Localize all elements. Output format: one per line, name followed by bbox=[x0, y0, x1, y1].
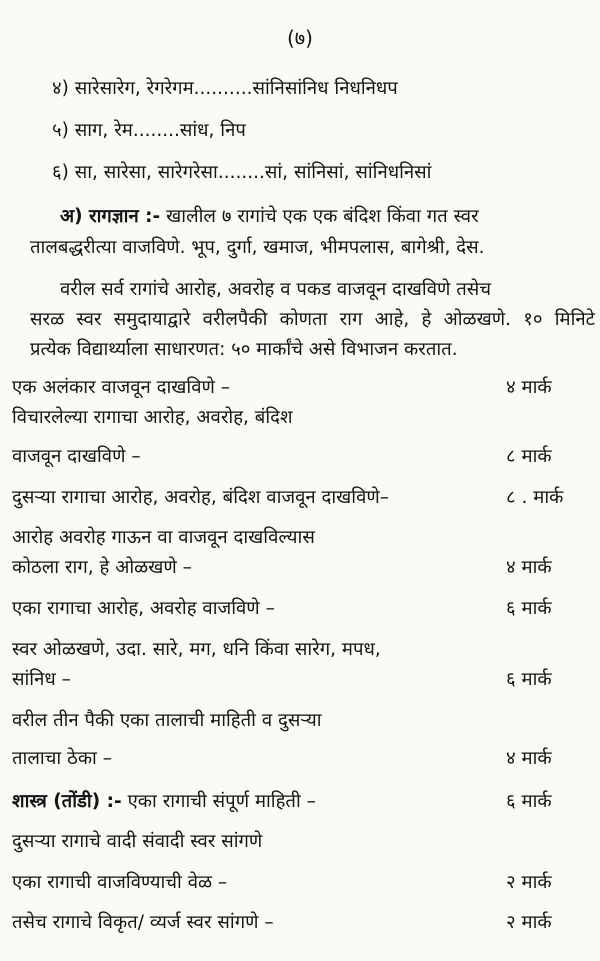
exercise-line-5: ५) साग, रेम........सांध, निप bbox=[52, 120, 246, 141]
page-number: (७) bbox=[286, 26, 313, 50]
mark-label: कोठला राग, हे ओळखणे – bbox=[12, 557, 192, 578]
mark-value: ८ . मार्क bbox=[506, 487, 564, 508]
mark-label: विचारलेल्या रागाचा आरोह, अवरोह, बंदिश bbox=[12, 407, 293, 428]
mark-value: ४ मार्क bbox=[506, 557, 552, 578]
paragraph-line-1: वरील सर्व रागांचे आरोह, अवरोह व पकड वाजवून दाखविणे तसेच bbox=[60, 279, 492, 300]
mark-label: वाजवून दाखविणे – bbox=[12, 446, 141, 467]
mark-value: २ मार्क bbox=[506, 872, 552, 893]
mark-value: ६ मार्क bbox=[506, 598, 552, 619]
mark-label: एका रागाचा आरोह, अवरोह वाजविणे – bbox=[12, 598, 275, 619]
paragraph-line-2: सरळ स्वर समुदायाद्वारे वरीलपैकी कोणता राग आहे, हे ओळखणे. १० मिनिटे bbox=[30, 309, 595, 330]
exercise-line-4: ४) सारेसारेग, रेगरेगम..........सांनिसांनिध निधनिधप bbox=[52, 78, 398, 99]
mark-label: आरोह अवरोह गाऊन वा वाजवून दाखविल्यास bbox=[12, 527, 315, 548]
mark-label: एका रागाची संपूर्ण माहिती – bbox=[127, 791, 316, 812]
raag-gyaan-line-2: तालबद्धरीत्या वाजविणे. भूप, दुर्गा, खमाज, भीमपलास, बागेश्री, देस. bbox=[30, 237, 485, 258]
mark-label: दुसऱ्या रागाचा आरोह, अवरोह, बंदिश वाजवून दाखविणे– bbox=[12, 487, 389, 508]
mark-label: तालाचा ठेका – bbox=[12, 748, 112, 769]
raag-gyaan-line-1 bbox=[60, 203, 479, 228]
mark-label: स्वर ओळखणे, उदा. सारे, मग, धनि किंवा सारेग, मपध, bbox=[12, 639, 381, 660]
mark-label: एक अलंकार वाजवून दाखविणे – bbox=[12, 377, 231, 398]
raag-gyaan-intro: खालील ७ रागांचे एक एक बंदिश किंवा गत स्वर bbox=[166, 206, 479, 227]
exercise-line-6: ६) सा, सारेसा, सारेगरेसा........सां, सांनिसां, सांनिधनिसां bbox=[52, 162, 432, 183]
mark-value: ८ मार्क bbox=[506, 446, 552, 467]
mark-label: सांनिध – bbox=[12, 669, 71, 690]
raag-gyaan-heading: अ) रागज्ञान :- bbox=[60, 206, 161, 227]
mark-value: २ मार्क bbox=[506, 912, 552, 933]
mark-label: दुसऱ्या रागाचे वादी संवादी स्वर सांगणे bbox=[12, 831, 263, 852]
paragraph-line-3: प्रत्येक विद्यार्थ्याला साधारणत: ५० मार्कांचे असे विभाजन करतात. bbox=[30, 339, 458, 360]
shastra-heading: शास्त्र (तोंडी) :- bbox=[12, 791, 122, 812]
mark-value: ६ मार्क bbox=[506, 669, 552, 690]
mark-value: ६ मार्क bbox=[506, 791, 552, 812]
mark-value: ४ मार्क bbox=[506, 377, 552, 398]
mark-label: एका रागाची वाजविण्याची वेळ – bbox=[12, 872, 228, 893]
mark-value: ४ मार्क bbox=[506, 748, 552, 769]
mark-label: तसेच रागाचे विकृत/ व्यर्ज स्वर सांगणे – bbox=[12, 912, 274, 933]
mark-label: वरील तीन पैकी एका तालाची माहिती व दुसऱ्या bbox=[12, 710, 322, 731]
